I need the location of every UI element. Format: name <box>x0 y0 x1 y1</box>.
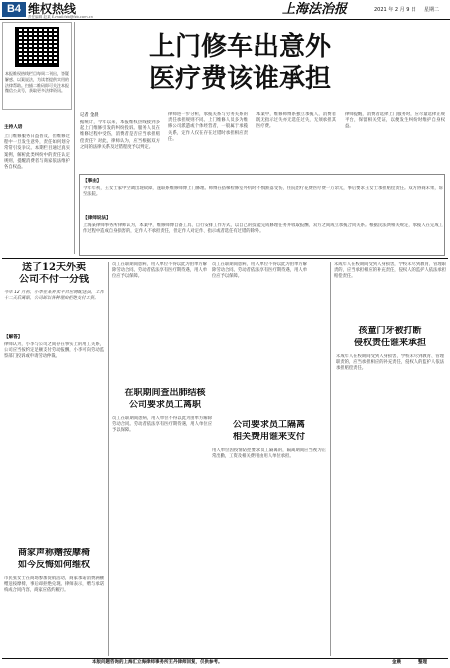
story-5-title-2: 侵权责任谁来承担 <box>353 338 426 348</box>
story-5 <box>334 326 446 656</box>
lead-col-4: 律师提醒，消费者选择上门服务时，应尽量选择正规平台，保留相关凭证，以便发生纠纷时维护自身权益。 <box>345 112 445 130</box>
byline: 记者 金晨 <box>80 113 99 118</box>
event-label: 【事由】 <box>83 179 102 184</box>
lead-col-3: 本案中，维修师傅系独立承揽人，消费者既无指示过失亦无选任过失，无须承担其医疗费。 <box>256 112 336 130</box>
story-1-intro: 今年 12 月初，小李在某外卖平台应聘配送员，工作十二天后离职，公司却以各种理由拒绝支付工资。 <box>4 290 104 302</box>
lawyer-label: 【律师说法】 <box>83 216 111 221</box>
story-3-title-2: 公司要求员工离职 <box>128 400 201 410</box>
right-col-text-top: 未成年人在校期间受到人身损害，学校未尽到教育、管理职责的，应当承担相应的补充责任，侵权人的监护人依法承担赔偿责任。 <box>334 262 446 280</box>
story-4-title-1: 公司要求员工隔离 <box>232 420 305 430</box>
headline-line-2: 医疗费该谁承担 <box>148 64 331 94</box>
story-2-text: 市民张女士在商场参加促销活动，商家承诺消费满额赠送按摩椅，事后却拒绝兑现。律师表示，赠与承诺构成合同内容，商家应依约履行。 <box>4 576 104 594</box>
story-5-title-1: 孩童门牙被打断 <box>358 326 422 336</box>
paper-name: 上海法治报 <box>282 2 348 17</box>
story-3-title-1: 在职期间査出肺结核 <box>124 388 206 398</box>
headline-line-1: 上门修车出意外 <box>148 32 331 62</box>
story-1-title-1: 送了12天外卖 <box>22 262 86 273</box>
lead-col-1: 据统计，今年以来，本报维权热线接到多起上门维修引发的纠纷投诉。服务人员在维修过程中受伤，消费者是否应当承担赔偿责任？对此，律师认为，应当根据双方之间的法律关系及过错程度予以判定。 <box>80 120 160 150</box>
story-4-title-2: 相关费用谁来支付 <box>232 432 305 442</box>
story-1-analysis-text: 律师认为，小李与公司之间存在事实上的用工关系，公司应当按约定足额支付劳动报酬，小李可向劳动监察部门投诉或申请劳动仲裁。 <box>4 342 104 360</box>
event-text: 今年年初，王女士家中空调出现故障，遂联系维修师傅上门修理。师傅在搭梯检修室外机时不慎跌落受伤，住院治疗花费医疗费一万余元，事后要求王女士承担赔偿责任。双方协商未果，诉至法院。 <box>83 186 443 198</box>
masthead-sub: 责任编辑 赵某 E-mail:fzb@fzb.com.cn <box>28 15 93 19</box>
host-text: 上门维修服务日益普及，但维修过程中一旦发生意外，责任如何划分常常引发争议。本期栏目通过真实案例，解析此类纠纷中的责任认定规则，提醒消费者与商家依法维护各自权益。 <box>4 134 70 171</box>
story-1 <box>2 262 106 544</box>
lawyer-text: 上海某律师事务所律师认为，本案中，维修师傅自备工具、自行安排工作方式，以自己的技能完成修理任务并收取报酬，双方之间成立承揽合同关系。根据民法典相关规定，承揽人在完成工作过程中造成自身损害的，定作人不承担责任，但定作人对定作、指示或者选任有过错的除外。 <box>83 223 443 235</box>
story-3-text: 员工在职期间患病，用人单位不得以此为由单方解除劳动合同。劳动者依法享有医疗期待遇，用人单位应予以保障。 <box>112 416 212 434</box>
qr-code-icon <box>15 27 59 67</box>
case-box <box>79 174 445 256</box>
story-4-text: 用人单位因疫情防控要求员工隔离的，隔离期间应当视为正常出勤，工资及相关费用由用人单位承担。 <box>212 448 326 460</box>
footer-proof: 整理 <box>418 660 427 665</box>
story-4 <box>210 420 328 656</box>
lead-col-2: 律师进一步分析，承揽关系与劳务关系的责任承担规则不同。上门维修人员多为维修公司派遣或个体经营者，一般属于承揽关系，定作人仅在存在过错时承担相应责任。 <box>168 112 248 142</box>
middle-col-text-top: 员工在职期间患病，用人单位不得以此为由单方解除劳动合同。劳动者依法享有医疗期待遇，用人单位应予以保障。 <box>112 262 207 280</box>
story-1-analysis-label: 【解答】 <box>4 335 23 340</box>
footer-note: 本版问题咨询的上海汇立海律师事务所王丹律师回复，仅供参考。 <box>92 660 223 665</box>
issue-date: 2021 年 2 月 9 日 <box>374 7 417 13</box>
story-2-title-2: 如今反悔如何维权 <box>17 560 90 570</box>
footer <box>2 659 448 667</box>
page-code: B4 <box>2 2 26 17</box>
section-title: 维权热线 <box>28 2 77 16</box>
story-2-title-1: 商家声称赠按摩椅 <box>17 548 90 558</box>
story-5-text: 未成年人在校期间受到人身损害，学校未尽到教育、管理职责的，应当承担相应的补充责任，侵权人的监护人依法承担赔偿责任。 <box>336 354 444 372</box>
host-label: 主持人语 <box>4 125 23 130</box>
story-2 <box>2 548 106 658</box>
masthead <box>0 0 450 20</box>
weekday: 星期二 <box>424 7 440 13</box>
story-1-title-2: 公司不付一分钱 <box>19 274 89 285</box>
sidebar-intro-text: 本报维权热线栏目每周二刊出，答疑解惑、以案说法，为读者提供实用的法律帮助。扫描二维码即可关注本报微信公众号，获取更多法律资讯。 <box>5 71 69 94</box>
footer-editor: 金晨 <box>392 660 401 665</box>
middle-col-text-top-2: 员工在职期间患病，用人单位不得以此为由单方解除劳动合同。劳动者依法享有医疗期待遇，用人单位应予以保障。 <box>212 262 307 280</box>
sidebar-intro-box <box>2 22 72 110</box>
